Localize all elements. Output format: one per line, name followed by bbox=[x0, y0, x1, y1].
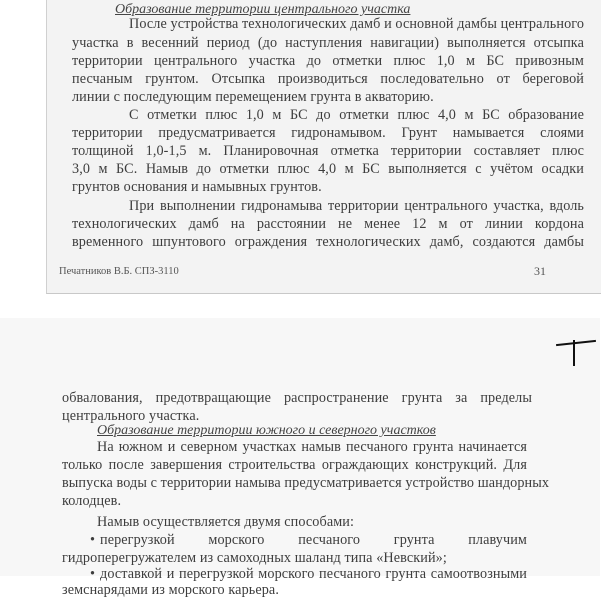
text-line: земснарядами из морского карьера. bbox=[62, 582, 279, 598]
text-line: территории центрального участка до отметки плюс 1,0 м БС привозным bbox=[72, 53, 584, 69]
bullet-icon: • bbox=[90, 566, 96, 582]
text-line: 3,0 м БС. Намыв до отметки плюс 4,0 м БС выполняется с учётом осадки bbox=[72, 161, 584, 177]
text-line: После устройства технологических дамб и основной дамбы центрального bbox=[129, 16, 585, 32]
scan-corner-mark bbox=[556, 340, 596, 346]
text-line: линии с последующим перемещением грунта в акваторию. bbox=[72, 89, 434, 105]
scan-corner-mark bbox=[573, 340, 575, 366]
text-line: территории предусматривается гидронамывом. Грунт намывается слоями bbox=[72, 125, 584, 141]
text-line: грунтов основания и намывных грунтов. bbox=[72, 179, 322, 195]
text-line: колодцев. bbox=[62, 493, 122, 509]
page-number: 31 bbox=[534, 264, 546, 278]
document-page-bottom bbox=[0, 318, 600, 598]
text-line: только после завершения строительства ограждающих конструкций. Для bbox=[62, 457, 527, 473]
text-line: обвалования, предотвращающие распространение грунта за пределы bbox=[62, 390, 532, 406]
text-line: технологических дамб на расстоянии не менее 12 м от линии кордона bbox=[72, 216, 584, 232]
section-heading-south-north: Образование территории южного и северного участков bbox=[97, 423, 436, 438]
document-page-top bbox=[46, 0, 601, 294]
text-line: При выполнении гидронамыва территории центрального участка, вдоль bbox=[129, 198, 584, 214]
bullet-icon: • bbox=[90, 532, 96, 548]
text-line: На южном и северном участках намыв песчаного грунта начинается bbox=[97, 439, 527, 455]
list-item: • доставкой и перегрузкой морского песчаного грунта самоотвозными bbox=[90, 566, 527, 582]
text-line: выпуска воды с территории намыва предусматривается устройство шандорных bbox=[62, 475, 550, 491]
list-item: • перегрузкой морского песчаного грунта плавучим bbox=[90, 532, 527, 548]
text-line: участка в весенний период (до наступления навигации) выполняется отсыпка bbox=[72, 35, 584, 51]
text-line: С отметки плюс 1,0 м БС до отметки плюс 4,0 м БС образование bbox=[129, 107, 584, 123]
page-footer-author: Печатников В.Б. СПЗ-3110 bbox=[59, 266, 179, 277]
text-line: центрального участка. bbox=[62, 408, 200, 424]
section-heading-central: Образование территории центрального участка bbox=[115, 2, 411, 17]
text-line: песчаным грунтом. Отсыпка производиться последовательно от береговой bbox=[72, 71, 584, 87]
methods-intro: Намыв осуществляется двумя способами: bbox=[97, 514, 355, 530]
text-line: гидроперегружателем из самоходных шаланд типа «Невский»; bbox=[62, 550, 447, 566]
text-line: временного шпунтового ограждения технологических дамб, создаются дамбы bbox=[72, 234, 584, 250]
text-line: толщиной 1,0-1,5 м. Планировочная отметка территории составляет плюс bbox=[72, 143, 584, 159]
